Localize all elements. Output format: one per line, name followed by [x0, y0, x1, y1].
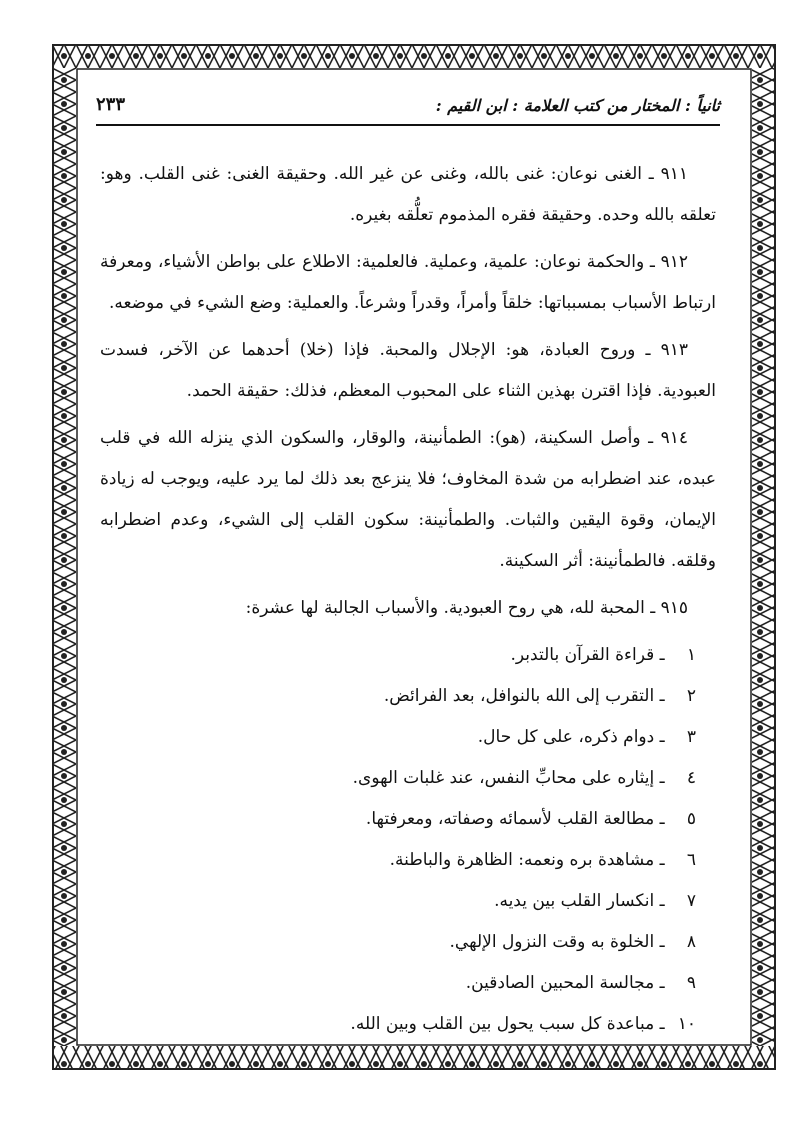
list-item-number: ٣ [686, 727, 696, 747]
list-item-text: ـ التقرب إلى الله بالنوافل، بعد الفرائض. [383, 686, 665, 706]
list-item [100, 1004, 716, 1045]
list-item [100, 881, 716, 922]
reasons-list [100, 635, 716, 1045]
list-item-number: ٤ [686, 768, 696, 788]
list-item-text: ـ انكسار القلب بين يديه. [494, 891, 665, 911]
list-item-number: ٨ [686, 932, 696, 952]
paragraph-911: ٩١١ ـ الغنى نوعان: غنى بالله، وغنى عن غير الله. وحقيقة الغنى: غنى القلب. وهو: تعلقه بالله وحده. وحقيقة فقره المذموم تعلُّقه بغيره. [100, 164, 716, 225]
list-item [100, 635, 716, 676]
list-item-number: ٦ [686, 850, 696, 870]
running-title: ثانياً : المختار من كتب العلامة : ابن القيم : [435, 96, 720, 115]
paragraph-913: ٩١٣ ـ وروح العبادة، هو: الإجلال والمحبة. فإذا (خلا) أحدهما عن الآخر، فسدت العبودية. فإذا اقترن بهذين الثناء على المحبوب المعظم، فذلك: حقيقة الحمد. [100, 340, 716, 401]
page-body [100, 154, 716, 1045]
page-header [96, 94, 720, 120]
list-item [100, 840, 716, 881]
paragraph-915: ٩١٥ ـ المحبة لله، هي روح العبودية. والأسباب الجالبة لها عشرة: [245, 598, 688, 618]
list-item [100, 799, 716, 840]
list-item-number: ١٠ [677, 1014, 696, 1034]
list-item-number: ١ [686, 645, 696, 665]
list-item [100, 717, 716, 758]
list-item-text: ـ مشاهدة بره ونعمه: الظاهرة والباطنة. [389, 850, 665, 870]
list-item [100, 922, 716, 963]
list-item-text: ـ مجالسة المحبين الصادقين. [465, 973, 665, 993]
list-item [100, 676, 716, 717]
list-item-text: ـ مطالعة القلب لأسمائه وصفاته، ومعرفتها. [365, 809, 665, 829]
list-item-number: ٢ [686, 686, 696, 706]
list-item [100, 963, 716, 1004]
list-item [100, 758, 716, 799]
list-item-text: ـ الخلوة به وقت النزول الإلهي. [449, 932, 665, 952]
paragraph-912: ٩١٢ ـ والحكمة نوعان: علمية، وعملية. فالعلمية: الاطلاع على بواطن الأشياء، ومعرفة ارتباط الأسباب بمسبباتها: خلقاً وأمراً، وقدراً وشرعاً. والعملية: وضع الشيء في موضعه. [100, 252, 716, 313]
list-item-text: ـ دوام ذكره، على كل حال. [477, 727, 665, 747]
list-item-text: ـ إيثاره على محابِّ النفس، عند غلبات الهوى. [352, 768, 665, 788]
list-item-number: ٧ [686, 891, 696, 911]
header-rule [96, 124, 720, 126]
list-item-number: ٩ [686, 973, 696, 993]
list-item-text: ـ مباعدة كل سبب يحول بين القلب وبين الله. [350, 1014, 665, 1034]
paragraph-914: ٩١٤ ـ وأصل السكينة، (هو): الطمأنينة، والوقار، والسكون الذي ينزله الله في قلب عبده، عند اضطرابه من شدة المخاوف؛ فلا ينزعج بعد ذلك لما يرد عليه، ويوجب له زيادة الإيمان، وقوة اليقين والثبات. والطمأنينة: سكون القلب إلى الشيء، وعدم اضطرابه وقلقه. فالطمأنينة: أثر السكينة. [100, 428, 716, 571]
list-item-number: ٥ [686, 809, 696, 829]
list-item-text: ـ قراءة القرآن بالتدبر. [510, 645, 665, 665]
page-number: ٢٣٣ [96, 94, 126, 115]
